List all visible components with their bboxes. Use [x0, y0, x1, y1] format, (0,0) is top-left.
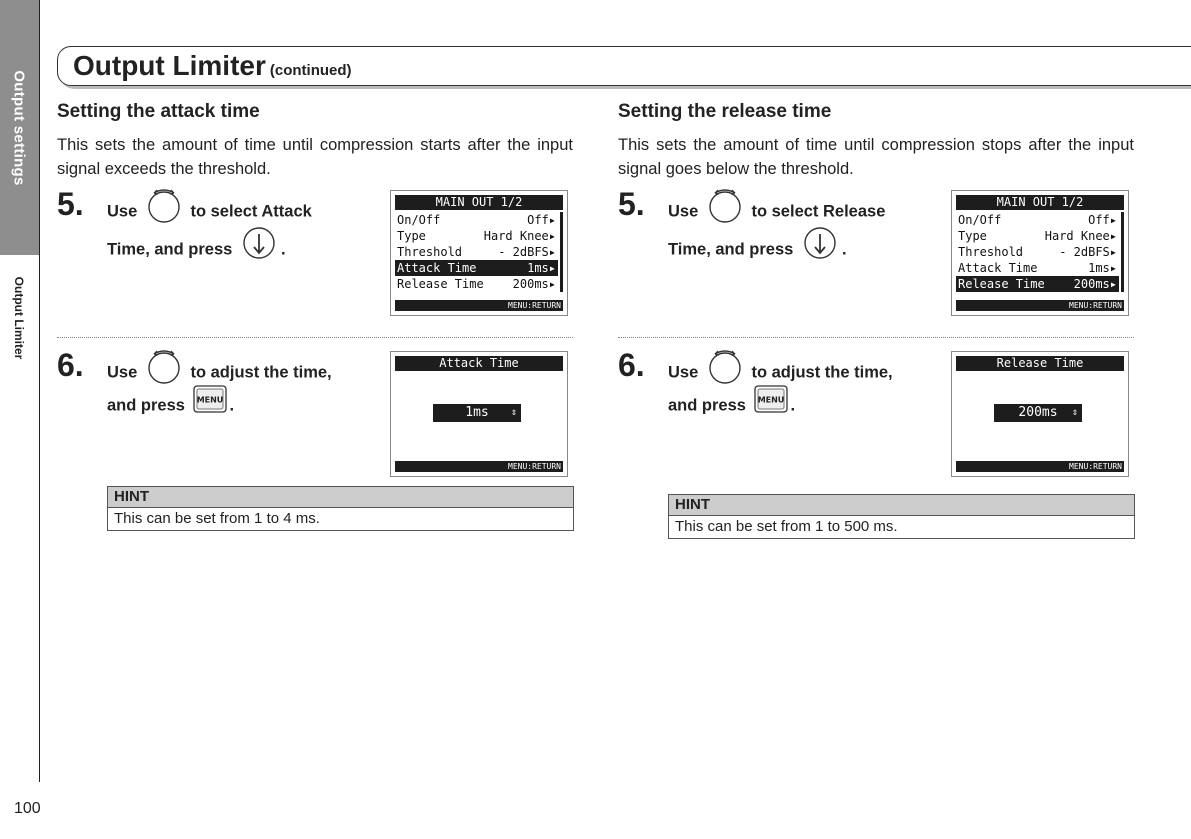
lcd-row	[956, 244, 1119, 260]
lcd-row	[956, 212, 1119, 228]
lcd-row-label: Type	[397, 229, 426, 243]
step-text-line2: Time, and press	[107, 240, 233, 259]
lcd-row-label: Type	[958, 229, 987, 243]
menu-key-icon	[754, 385, 788, 427]
step-text-line2: and press	[107, 396, 185, 415]
page-title	[73, 50, 352, 82]
step-instruction-line2	[668, 385, 795, 427]
hint-title: HINT	[108, 487, 573, 508]
hint-text: This can be set from 1 to 4 ms.	[108, 508, 573, 530]
lcd-row-label: On/Off	[397, 213, 441, 227]
release-time-section	[618, 100, 1134, 535]
lcd-header: MAIN OUT 1/2	[395, 195, 563, 210]
page-title-text: Output Limiter	[73, 50, 266, 81]
lcd-row-label: Attack Time	[958, 261, 1038, 275]
hint-text: This can be set from 1 to 500 ms.	[669, 516, 1134, 538]
step-text-use: Use	[668, 202, 699, 221]
lcd-row	[395, 244, 558, 260]
lcd-screen-main-out	[951, 190, 1129, 316]
step-text-rest: to select Release	[751, 202, 886, 221]
lcd-row	[395, 276, 558, 292]
menu-key-icon	[193, 385, 227, 427]
section-title: Setting the release time	[618, 101, 832, 122]
step-text-rest: to select Attack	[190, 202, 312, 221]
lcd-row-label: Attack Time	[397, 261, 477, 275]
lcd-screen-attack-time	[390, 351, 568, 477]
updown-arrow-icon: ⇕	[1071, 407, 1078, 418]
side-rule	[39, 0, 40, 782]
hint-box	[668, 494, 1135, 539]
step-text-end: .	[280, 240, 286, 259]
step-text-end: .	[229, 396, 235, 415]
dial-press-icon	[240, 224, 278, 276]
lcd-row-value: Hard Knee▸	[1044, 229, 1117, 243]
lcd-row-value: - 2dBFS▸	[498, 245, 556, 259]
section-description: This sets the amount of time until compression starts after the input signal exceeds the threshold.	[57, 136, 573, 178]
lcd-footer: MENU:RETURN	[395, 300, 563, 311]
step-text-rest: to adjust the time,	[751, 363, 893, 382]
lcd-row-selected	[395, 260, 558, 276]
step-number: 6.	[57, 347, 84, 383]
side-tab-section-label: Output settings	[10, 70, 28, 186]
dial-press-icon	[801, 224, 839, 276]
lcd-value-box	[433, 404, 521, 422]
lcd-row-label: On/Off	[958, 213, 1002, 227]
lcd-footer: MENU:RETURN	[395, 461, 563, 472]
lcd-screen-release-time	[951, 351, 1129, 477]
hint-box	[107, 486, 574, 531]
step-text-line2: and press	[668, 396, 746, 415]
lcd-screen-main-out	[390, 190, 568, 316]
lcd-value-box	[994, 404, 1082, 422]
lcd-row-label: Release Time	[397, 277, 484, 291]
step-number: 6.	[618, 347, 645, 383]
step-number: 5.	[57, 186, 84, 222]
page-title-subtitle: (continued)	[269, 62, 352, 79]
menu-key-label: MENU	[757, 395, 784, 405]
lcd-row-label: Threshold	[958, 245, 1024, 259]
updown-arrow-icon: ⇕	[510, 407, 517, 418]
lcd-value: 200ms	[1018, 405, 1058, 420]
lcd-footer: MENU:RETURN	[956, 300, 1124, 311]
lcd-row	[956, 260, 1119, 276]
step-instruction-line2	[668, 224, 847, 276]
lcd-row	[956, 228, 1119, 244]
lcd-row-label: Release Time	[958, 277, 1045, 291]
lcd-row-value: Hard Knee▸	[483, 229, 556, 243]
step-divider	[618, 337, 1134, 338]
lcd-row-value: 200ms▸	[512, 277, 556, 291]
menu-key-label: MENU	[196, 395, 223, 405]
step-instruction-line2	[107, 385, 234, 427]
lcd-row	[395, 212, 558, 228]
lcd-header: Attack Time	[395, 356, 563, 371]
lcd-value: 1ms	[465, 405, 489, 420]
step-instruction-line2	[107, 224, 286, 276]
lcd-header: MAIN OUT 1/2	[956, 195, 1124, 210]
step-divider	[57, 337, 573, 338]
side-tab-subsection-label: Output Limiter	[12, 276, 26, 360]
lcd-scrollbar	[560, 212, 563, 292]
step-text-end: .	[790, 396, 796, 415]
lcd-footer: MENU:RETURN	[956, 461, 1124, 472]
step-number: 5.	[618, 186, 645, 222]
step-text-line2: Time, and press	[668, 240, 794, 259]
step-text-use: Use	[107, 363, 138, 382]
lcd-row	[395, 228, 558, 244]
lcd-row-label: Threshold	[397, 245, 463, 259]
lcd-row-value: 1ms▸	[527, 261, 556, 275]
section-description: This sets the amount of time until compression stops after the input signal goes below the threshold.	[618, 136, 1134, 178]
step-text-use: Use	[107, 202, 138, 221]
lcd-header: Release Time	[956, 356, 1124, 371]
hint-title: HINT	[669, 495, 1134, 516]
lcd-row-value: - 2dBFS▸	[1059, 245, 1117, 259]
lcd-row-value: Off▸	[1088, 213, 1117, 227]
lcd-row-value: 1ms▸	[1088, 261, 1117, 275]
section-title: Setting the attack time	[57, 101, 260, 122]
lcd-row-selected	[956, 276, 1119, 292]
attack-time-section	[57, 100, 573, 527]
lcd-row-value: Off▸	[527, 213, 556, 227]
step-text-rest: to adjust the time,	[190, 363, 332, 382]
lcd-row-value: 200ms▸	[1073, 277, 1117, 291]
step-text-end: .	[841, 240, 847, 259]
lcd-scrollbar	[1121, 212, 1124, 292]
page-number: 100	[14, 800, 41, 817]
step-text-use: Use	[668, 363, 699, 382]
